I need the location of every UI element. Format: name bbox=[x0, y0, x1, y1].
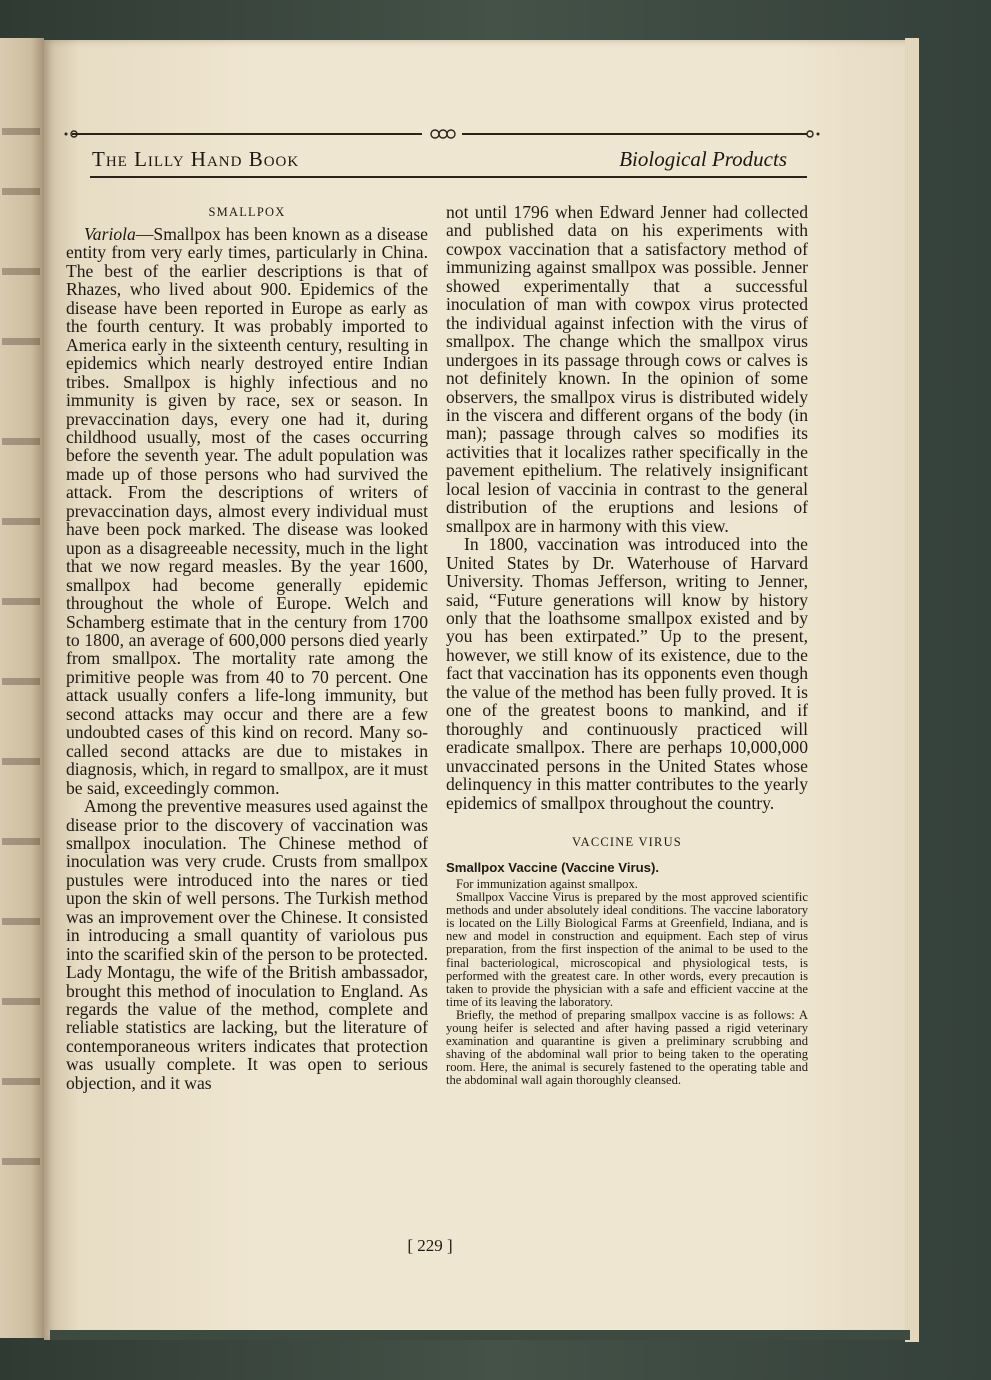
ghost-text-line bbox=[2, 188, 40, 195]
ghost-text-line bbox=[2, 1078, 40, 1085]
page-stack-edge bbox=[905, 38, 919, 1342]
vaccine-virus-heading: VACCINE VIRUS bbox=[572, 834, 682, 849]
ghost-text-line bbox=[2, 338, 40, 345]
ghost-text-line bbox=[2, 128, 40, 135]
ghost-text-line bbox=[2, 758, 40, 765]
ornament-rule bbox=[62, 127, 822, 141]
ghost-text-line bbox=[2, 918, 40, 925]
page-number: [ 229 ] bbox=[407, 1236, 453, 1255]
paragraph bbox=[66, 797, 428, 1092]
paragraph bbox=[66, 225, 428, 797]
smallpox-heading: SMALLPOX bbox=[208, 205, 286, 219]
ghost-text-line bbox=[2, 1158, 40, 1165]
paragraph-text: —Smallpox has been known as a disease entity from very early times, particularly in China. The best of the earlier descriptions is that of Rhazes, who lived about 900. Epidemics of the disease have been reported in Europe as early as the fourth century. It was probably imported to America early in the sixteenth century, resulting in epidemics which nearly destroyed entire Indian tribes. Smallpox is highly infectious and no immunity is given by race, sex or season. In prevaccination days, every one had it, during childhood usually, most of the cases occurring before the seventh year. The adult population was made up of those persons who had survived the attack. From the descriptions of writers of prevaccination days, almost every individual must have been pock marked. The disease was looked upon as a disagreeable necessity, much in the light that we now regard measles. By the year 1600, smallpox had become generally epidemic throughout the whole of Europe. Welch and Schamberg estimate that in the century from 1700 to 1800, an average of 600,000 persons died yearly from smallpox. The mortality rate among the primitive people was from 40 to 70 percent. One attack usually confers a life-long immunity, but second attacks may occur and there are a few undoubted cases of this kind on record. Many so-called second attacks are due to mistakes in diagnosis, which, in regard to smallpox, are it must be said, exceedingly common. bbox=[66, 224, 428, 798]
paragraph: In 1800, vaccination was introduced into the United States by Dr. Waterhouse of Harvard University. Thomas Jefferson, writing to Jenner, said, “Future generations will know by history only that the loathsome smallpox existed and by you has been extirpated.” Up to the present, however, we still know of its existence, due to the fact that vaccination has its opponents even though the value of the method has been fully proved. It is one of the greatest boons to mankind, and if thoroughly and continuously practiced will eradicate smallpox. There are perhaps 10,000,000 unvaccinated persons in the United States whose delinquency in this matter contributes to the yearly epidemics of smallpox throughout the country. bbox=[446, 534, 808, 813]
paragraph: not until 1796 when Edward Jenner had collected and published data on his experiments with cowpox vaccination that a satisfactory method of immunizing against smallpox was possible. Jenner showed experimentally that a successful inoculation of man with cowpox virus protected the individual against infection with the virus of smallpox. The change which the smallpox virus undergoes in its passage through cows or calves is not definitely known. In the opinion of some observers, the smallpox virus is distributed widely in the viscera and different organs of the body (in man); passage through calves so modifies its activities that it localizes rather specifically in the pavement epithelium. The relatively insignificant local lesion of vaccinia in contrast to the general distribution of the eruptions and lesions of smallpox are in harmony with this view. bbox=[446, 202, 808, 536]
header-rule bbox=[90, 176, 807, 178]
paragraph-text: Among the preventive measures used against the disease prior to the discovery of vaccination was smallpox inoculation. The Chinese method of inoculation was very crude. Crusts from smallpox pustules were introduced into the nares or tied upon the skin of well persons. The Turkish method was an improvement over the Chinese. It consisted in introducing a small quantity of variolous pus into the scarified skin of the person to be protected. Lady Montagu, the wife of the British ambassador, brought this method of inoculation to England. As regards the value of the method, complete and reliable statistics are lacking, but the literature of contemporaneous writers indicates that protection was usually complete. It was open to serious objection, and it was bbox=[66, 796, 428, 1093]
ghost-text-line bbox=[2, 838, 40, 845]
cover-bottom-edge bbox=[50, 1330, 910, 1340]
section-title: Biological Products bbox=[619, 147, 787, 171]
book-title: The Lilly Hand Book bbox=[92, 147, 300, 171]
previous-page-edge bbox=[0, 38, 44, 1338]
left-column bbox=[66, 203, 428, 1092]
running-header bbox=[92, 147, 787, 173]
paragraph-lead: Variola bbox=[84, 224, 136, 244]
product-title: Smallpox Vaccine (Vaccine Virus). bbox=[446, 859, 660, 875]
ghost-text-line bbox=[2, 598, 40, 605]
ghost-text-line bbox=[2, 678, 40, 685]
ghost-text-line bbox=[2, 268, 40, 275]
ghost-text-line bbox=[2, 438, 40, 445]
ghost-text-line bbox=[2, 998, 40, 1005]
small-paragraph: For immunization against smallpox. bbox=[456, 876, 638, 891]
small-paragraph: Briefly, the method of preparing smallpox vaccine is as follows: A young heifer is selected and after having passed a rigid veterinary examination and quarantine is given a preliminary scrubbing and shaving of the abdominal wall prior to being taken to the operating room. Here, the animal is securely fastened to the operating table and the abdominal wall again thoroughly cleansed. bbox=[446, 1007, 808, 1088]
right-column bbox=[446, 203, 808, 1087]
ghost-text-line bbox=[2, 518, 40, 525]
small-paragraph: Smallpox Vaccine Virus is prepared by the most approved scientific methods and under absolutely ideal conditions. The vaccine laboratory is located on the Lilly Biological Farms at Greenfield, Indiana, and is new and model in construction and equipment. Each step of virus preparation, from the first inspection of the animal to be used to the final bacteriological, microscopical and physiological tests, is performed with the greatest care. In other words, every precaution is taken to provide the physician with a safe and efficient vaccine at the time of its leaving the laboratory. bbox=[446, 890, 808, 1009]
